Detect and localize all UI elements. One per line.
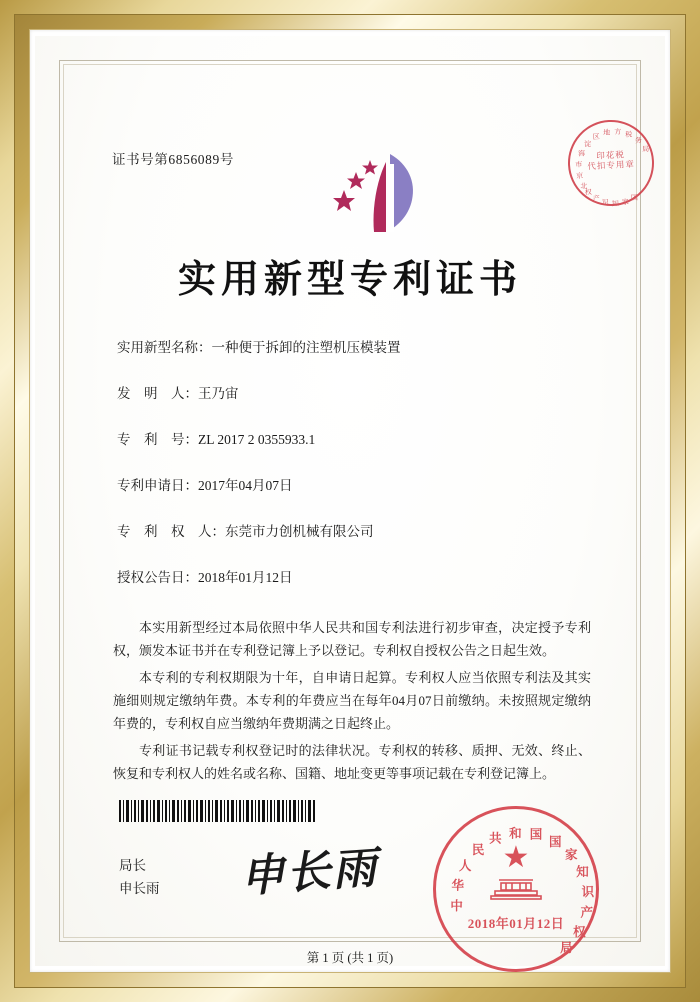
field-value: 一种便于拆卸的注塑机压模装置 <box>211 340 401 355</box>
certificate-number: 证书号第6856089号 <box>112 152 234 167</box>
legal-text-block <box>113 616 591 789</box>
barcode <box>119 800 317 822</box>
paragraph-1: 本实用新型经过本局依照中华人民共和国专利法进行初步审查，决定授予专利权，颁发本证书并在专利登记簿上予以登记。专利权自授权公告之日起生效。 <box>113 620 591 658</box>
seal-date: 2018年01月12日 <box>467 916 565 931</box>
tax-stamp-line2: 代扣专用章 <box>587 158 636 172</box>
director-name: 申长雨 <box>119 881 160 896</box>
field-label: 专 利 号： <box>117 432 198 447</box>
field-label: 实用新型名称： <box>117 340 212 355</box>
signature-block <box>119 854 160 900</box>
field-row-inventor <box>117 382 587 402</box>
paragraph-3: 专利证书记载专利权登记时的法律状况。专利权的转移、质押、无效、终止、恢复和专利权人的姓名或名称、国籍、地址变更等事项记载在专利登记簿上。 <box>113 743 591 781</box>
certificate-fields <box>117 336 587 612</box>
field-value: ZL 2017 2 0355933.1 <box>198 432 316 447</box>
field-row-grant-date <box>117 566 587 586</box>
field-label: 发 明 人： <box>117 386 198 401</box>
seal-star-icon: ★ <box>502 841 530 874</box>
page-footer: 第 1 页 (共 1 页) <box>306 951 394 965</box>
field-label: 专 利 权 人： <box>117 524 225 539</box>
field-value: 东莞市力创机械有限公司 <box>225 524 374 539</box>
field-label: 专利申请日： <box>117 478 198 493</box>
handwritten-signature: 申长雨 <box>238 843 380 902</box>
field-value: 2018年01月12日 <box>198 570 293 585</box>
page-title: 实用新型专利证书 <box>177 259 522 301</box>
field-row-application-date <box>117 474 587 494</box>
field-label: 授权公告日： <box>117 570 198 585</box>
field-row-utility-model-name <box>117 336 587 356</box>
official-seal: 中 华 人 民 共 和 国 国 家 知 识 产 权 局 ★ 2018年01月12日 <box>433 806 599 972</box>
national-emblem-icon <box>489 875 543 905</box>
paragraph-2: 本专利的专利权期限为十年，自申请日起算。专利权人应当依照专利法及其实施细则规定缴纳年费。本专利的年费应当在每年04月07日前缴纳。未按照规定缴纳年费的，专利权自应当缴纳年费期满之日起终止。 <box>113 670 591 731</box>
field-row-patent-number <box>117 428 587 448</box>
field-value: 2017年04月07日 <box>198 478 293 493</box>
certificate-paper <box>35 36 665 966</box>
tax-stamp <box>566 118 656 208</box>
field-value: 王乃宙 <box>198 386 239 401</box>
tax-stamp-ring-text: 北 京 市 海 淀 区 地 方 税 务 局 国 家 知 识 产 权 <box>575 127 650 208</box>
director-label: 局长 <box>119 858 146 873</box>
tax-stamp-center <box>569 148 652 172</box>
patent-office-logo-icon <box>328 148 438 240</box>
tax-stamp-line1: 印花税 <box>596 149 626 161</box>
field-row-patentee <box>117 520 587 540</box>
